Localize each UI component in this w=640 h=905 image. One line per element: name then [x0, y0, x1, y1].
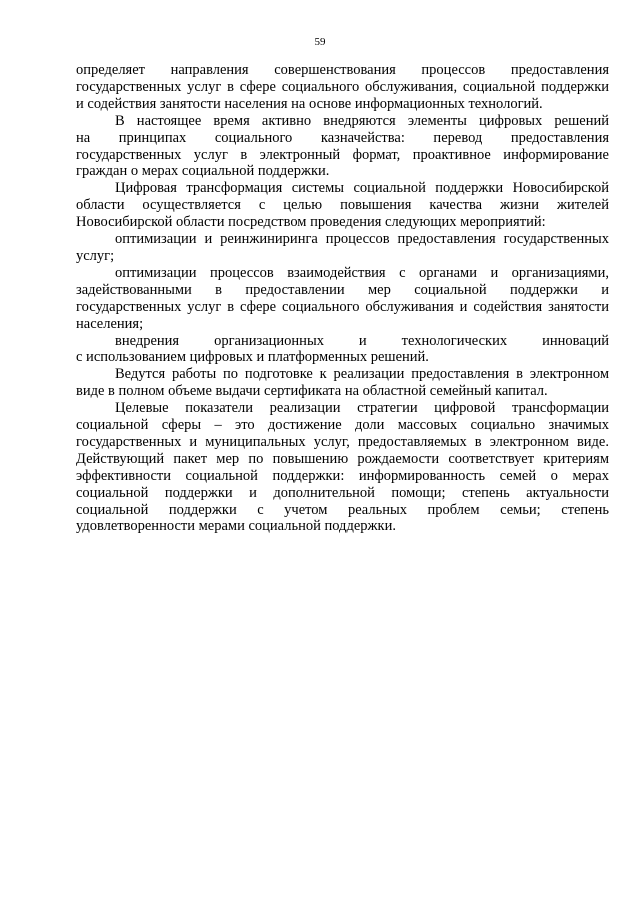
paragraph [76, 400, 609, 535]
text-line: на принципах социального казначейства: перевод предоставления [76, 129, 609, 146]
text-line: населения; [76, 315, 144, 332]
page-number: 59 [314, 36, 326, 48]
text-line: государственных и муниципальных услуг, предоставляемых в электронном виде. [76, 433, 609, 450]
text-line: внедрения организационных и технологических инноваций [115, 332, 609, 349]
text-line: определяет направления совершенствования процессов предоставления [76, 62, 609, 78]
text-line: государственных услуг в сфере социального обслуживания, социальной поддержки [76, 78, 609, 95]
text-line: с использованием цифровых и платформенных решений. [76, 349, 429, 366]
text-line: Целевые показатели реализации стратегии цифровой трансформации [115, 400, 609, 417]
text-line: В настоящее время активно внедряются элементы цифровых решений [115, 112, 609, 129]
text-line: Действующий пакет мер по повышению рождаемости соответствует критериям [76, 450, 609, 467]
paragraph [76, 333, 609, 367]
text-line: виде в полном объеме выдачи сертификата на областной семейный капитал. [76, 383, 548, 400]
paragraph [76, 265, 609, 333]
text-line: граждан о мерах социальной поддержки. [76, 163, 330, 180]
text-line: социальной поддержки и дополнительной помощи; степень актуальности [76, 484, 609, 501]
text-line: социальной поддержки с учетом реальных проблем семьи; степень [76, 501, 609, 518]
text-line: государственных услуг в электронный формат, проактивное информирование [76, 146, 609, 163]
paragraph [76, 113, 609, 181]
text-line: удовлетворенности мерами социальной поддержки. [76, 518, 396, 535]
text-line: Новосибирской области посредством проведения следующих мероприятий: [76, 214, 546, 231]
text-line: оптимизации процессов взаимодействия с органами и организациями, [115, 264, 609, 281]
document-body [76, 62, 609, 535]
text-line: задействованными в предоставлении мер социальной поддержки и [76, 281, 609, 298]
paragraph [76, 180, 609, 231]
text-line: области осуществляется с целью повышения качества жизни жителей [76, 197, 609, 214]
text-line: и содействия занятости населения на основе информационных технологий. [76, 95, 543, 112]
text-line: государственных услуг в сфере социального обслуживания и содействия занятости [76, 298, 609, 315]
text-line: Цифровая трансформация системы социальной поддержки Новосибирской [115, 180, 609, 197]
paragraph [76, 231, 609, 265]
text-line: эффективности социальной поддержки: информированность семей о мерах [76, 467, 609, 484]
text-line: социальной сферы – это достижение доли массовых социально значимых [76, 417, 609, 434]
text-line: услуг; [76, 247, 115, 264]
paragraph [76, 62, 609, 113]
text-line: оптимизации и реинжиниринга процессов предоставления государственных [115, 231, 609, 248]
paragraph [76, 366, 609, 400]
text-line: Ведутся работы по подготовке к реализации предоставления в электронном [115, 366, 609, 383]
